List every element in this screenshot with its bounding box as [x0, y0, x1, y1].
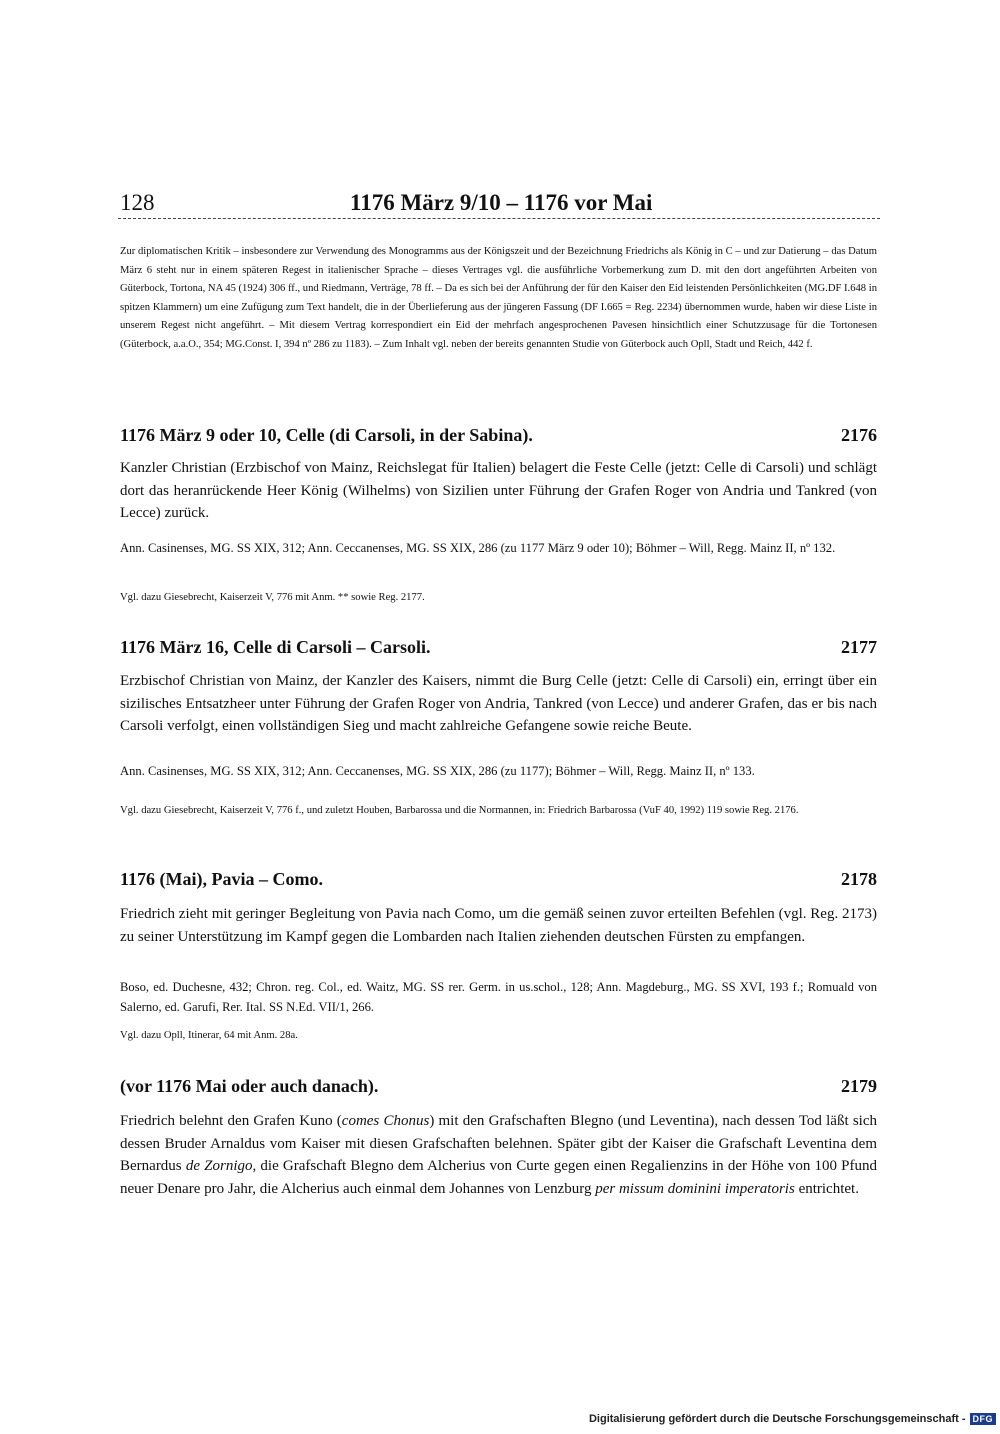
entry-heading-2176	[120, 425, 877, 446]
intro-note: Zur diplomatischen Kritik – insbesondere zur Verwendung des Monogramms aus der Königszeit und der Bezeichnung Friedrichs als König in C – und zur Datierung – das Datum März 6 steht nur in einem späteren Regest in italienischer Sprache – dieses Vertrages vgl. die ausführliche Vorbemerkung zum D. mit den dort angeführten Arbeiten von Güterbock, Tortona, NA 45 (1924) 306 ff., und Riedmann, Verträge, 78 ff. – Da es sich bei der Anführung der für den Kaiser den Eid leistenden Persönlichkeiten (MG.DF I.648 in spitzen Klammern) um eine Zufügung zum Text handelt, die in der Überlieferung aus der jüngeren Fassung (DF I.665 = Reg. 2234) übernommen wurde, haben wir diese Liste in unserem Regest nicht angeführt. – Mit diesem Vertrag korrespondiert ein Eid der mehrfach angesprochenen Pavesen hinsichtlich einer Schutzzusage für die Tortonesen (Güterbock, a.a.O., 354; MG.Const. I, 394 nº 286 zu 1183). – Zum Inhalt vgl. neben der bereits genannten Studie von Güterbock auch Opll, Stadt und Reich, 442 f.	[120, 246, 877, 350]
entry-text-2177: Erzbischof Christian von Mainz, der Kanzler des Kaisers, nimmt die Burg Celle (jetzt: Celle di Carsoli) ein, erringt über ein sizilisches Entsatzheer unter Führung der Grafen Roger von Andria, Tankred (von Lecce) und anderer Grafen, das er bis nach Carsoli verfolgt, einen vollständigen Sieg und macht zahlreiche Gefangene sowie reiche Beute.	[120, 673, 877, 734]
latin-term: per missum dominini imperatoris	[595, 1180, 795, 1197]
dfg-logo: DFG	[970, 1413, 997, 1425]
header-rule	[118, 218, 880, 219]
entry-note-2178: Vgl. dazu Opll, Itinerar, 64 mit Anm. 28a.	[120, 1030, 298, 1041]
entry-heading-2179	[120, 1076, 877, 1097]
text-part: Friedrich belehnt den Grafen Kuno (	[120, 1113, 342, 1129]
entry-sources-2177: Ann. Casinenses, MG. SS XIX, 312; Ann. Ceccanenses, MG. SS XIX, 286 (zu 1177); Böhmer – Will, Regg. Mainz II, nº 133.	[120, 764, 755, 778]
entry-heading-2178	[120, 869, 877, 890]
text-part: entrichtet.	[794, 1180, 859, 1197]
entry-note-2177: Vgl. dazu Giesebrecht, Kaiserzeit V, 776 f., und zuletzt Houben, Barbarossa und die Normannen, in: Friedrich Barbarossa (VuF 40, 1992) 119 sowie Reg. 2176.	[120, 805, 799, 816]
text-part: , die Grafschaft Blegno dem Alcherius von Curte gegen einen Regalienzins in der Höhe von 100 Pfund neuer Denare pro Jahr, die Alcherius auch einmal dem Johannes von Lenzburg	[120, 1158, 877, 1197]
entry-heading-text: (vor 1176 Mai oder auch danach).	[120, 1076, 379, 1096]
entry-sources-2176: Ann. Casinenses, MG. SS XIX, 312; Ann. Ceccanenses, MG. SS XIX, 286 (zu 1177 März 9 oder 10); Böhmer – Will, Regg. Mainz II, nº 132.	[120, 541, 836, 555]
page-number: 128	[120, 190, 155, 215]
footer	[589, 1413, 996, 1425]
entry-sources-2178: Boso, ed. Duchesne, 432; Chron. reg. Col., ed. Waitz, MG. SS rer. Germ. in us.schol., 128; Ann. Magdeburg., MG. SS XVI, 193 f.; Romuald von Salerno, ed. Garufi, Rer. Ital. SS N.Ed. VII/1, 266.	[120, 980, 877, 1014]
latin-term: comes Chonus	[341, 1113, 430, 1129]
entry-heading-text: 1176 (Mai), Pavia – Como.	[120, 869, 323, 889]
entry-number: 2176	[841, 425, 877, 445]
text-part: ) mit den Grafschaften Blegno (und Leventina), nach dessen Tod läßt sich dessen Bruder Arnaldus vom Kaiser mit diesen Grafschaften belehnen. Später gibt der Kaiser die Grafschaft Leventina dem Bernardus	[120, 1113, 877, 1174]
entry-heading-2177	[120, 637, 877, 658]
entry-number: 2177	[841, 637, 877, 657]
page-title: 1176 März 9/10 – 1176 vor Mai	[350, 190, 653, 215]
entry-number: 2179	[841, 1076, 877, 1096]
entry-heading-text: 1176 März 16, Celle di Carsoli – Carsoli.	[120, 637, 431, 657]
entry-heading-text: 1176 März 9 oder 10, Celle (di Carsoli, in der Sabina).	[120, 425, 533, 445]
entry-text-2176: Kanzler Christian (Erzbischof von Mainz, Reichslegat für Italien) belagert die Feste Celle (jetzt: Celle di Carsoli) und schlägt dort das heranrückende Heer König (Wilhelms) von Sizilien unter Führung der Grafen Roger von Andria und Tankred (von Lecce) zurück.	[120, 460, 877, 521]
entry-number: 2178	[841, 869, 877, 889]
entry-text-2178: Friedrich zieht mit geringer Begleitung von Pavia nach Como, um die gemäß seinen zuvor erteilten Befehlen (vgl. Reg. 2173) zu seiner Unterstützung im Kampf gegen die Lombarden nach Italien ziehenden deutschen Fürsten zu empfangen.	[120, 906, 877, 945]
latin-term: de Zornigo	[185, 1158, 253, 1174]
footer-text: Digitalisierung gefördert durch die Deutsche Forschungsgemeinschaft -	[588, 1413, 966, 1425]
entry-note-2176: Vgl. dazu Giesebrecht, Kaiserzeit V, 776 mit Anm. ** sowie Reg. 2177.	[120, 592, 425, 603]
entry-text-2179	[120, 1110, 877, 1200]
